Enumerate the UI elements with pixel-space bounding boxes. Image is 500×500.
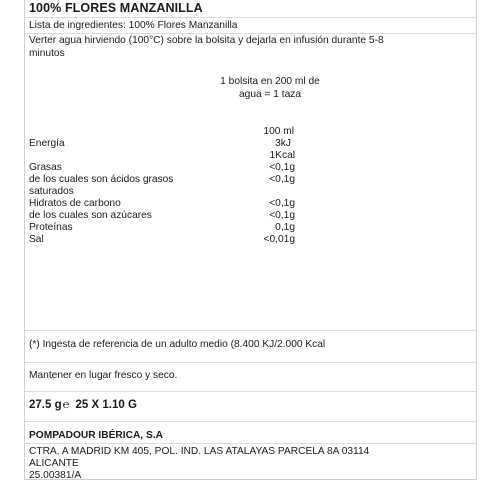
storage-divider <box>25 391 476 392</box>
nutrition-row-value: 0,1g <box>275 222 295 233</box>
weight-divider <box>25 421 476 422</box>
product-title: 100% FLORES MANZANILLA <box>29 1 203 15</box>
reference-divider <box>25 362 476 363</box>
nutrition-row-value: <0,1g <box>269 174 295 185</box>
nutrition-row-name: de los cuales son azúcares <box>29 210 152 221</box>
nutrition-row-value: 1Kcal <box>269 150 295 161</box>
net-weight: 27.5 g <box>29 399 62 411</box>
address-line-2: ALICANTE <box>29 458 79 469</box>
product-label-panel <box>24 0 477 480</box>
nutrition-row-name: Hidratos de carbono <box>29 198 121 209</box>
ingredients-text: Lista de ingredientes: 100% Flores Manzanilla <box>29 20 238 31</box>
package-count: 25 X 1.10 G <box>75 399 137 411</box>
nutrition-row-value: <0,1g <box>269 198 295 209</box>
registry-number: 25.00381/A <box>29 470 82 481</box>
address-line-1: CTRA. A MADRID KM 405, POL. IND. LAS ATALAYAS PARCELA 8A 03114 <box>29 446 370 457</box>
storage-instructions: Mantener en lugar fresco y seco. <box>29 370 178 381</box>
ingredients-divider <box>25 33 476 34</box>
table-divider <box>25 330 476 331</box>
nutrition-row-name: Energía <box>29 138 65 149</box>
company-divider <box>25 443 476 444</box>
instructions-line-2: minutos <box>29 48 65 59</box>
nutrition-row-value: 3kJ <box>275 138 291 149</box>
nutrition-row-value: <0,1g <box>269 162 295 173</box>
estimated-sign-icon: ℮ <box>62 399 70 411</box>
nutrition-header: 100 ml <box>263 126 294 137</box>
title-divider <box>25 17 476 18</box>
nutrition-row-name: Grasas <box>29 162 62 173</box>
reference-intake-note: (*) Ingesta de referencia de un adulto medio (8.400 KJ/2.000 Kcal <box>29 339 326 350</box>
company-name: POMPADOUR IBÉRICA, S.A <box>29 430 163 441</box>
net-weight-line <box>29 399 137 411</box>
serving-line-2: agua = 1 taza <box>238 89 302 100</box>
nutrition-row-value: <0,01g <box>263 234 295 245</box>
nutrition-row-name: de los cuales son ácidos grasos <box>29 174 174 185</box>
nutrition-row-name: Proteínas <box>29 222 73 233</box>
nutrition-row-name: saturados <box>29 186 74 197</box>
instructions-line-1: Verter agua hirviendo (100°C) sobre la bolsita y dejarla en infusión durante 5-8 <box>29 35 384 46</box>
nutrition-row-name: Sal <box>29 234 44 245</box>
serving-line-1: 1 bolsita en 200 ml de <box>220 76 320 87</box>
nutrition-row-value: <0,1g <box>269 210 295 221</box>
